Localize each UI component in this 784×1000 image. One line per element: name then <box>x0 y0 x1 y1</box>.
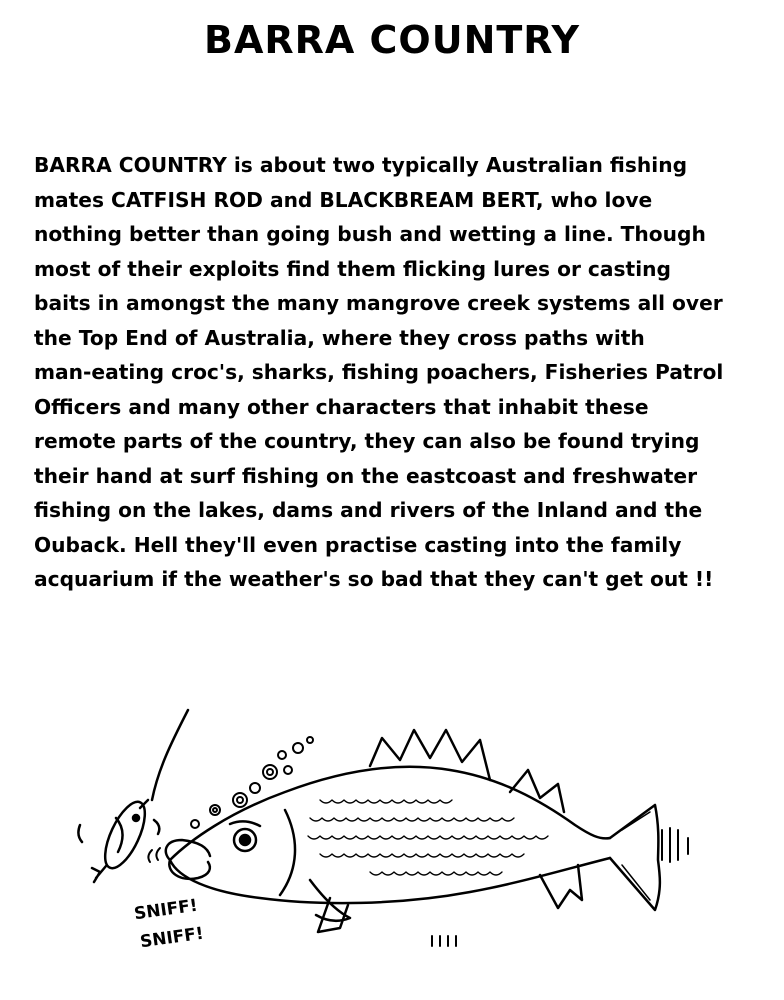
paragraph-line: the Top End of Australia, where they cross paths with <box>34 325 645 350</box>
paragraph-line: man-eating croc's, sharks, fishing poachers, Fisheries Patrol <box>34 360 724 384</box>
intro-paragraph <box>34 148 774 597</box>
paragraph-line: Ouback. Hell they'll even practise casting into the family <box>34 532 682 557</box>
paragraph-line: their hand at surf fishing on the eastcoast and freshwater <box>34 463 698 488</box>
paragraph-line: BARRA COUNTRY is about two typically Australian fishing <box>34 153 688 177</box>
paragraph-line: fishing on the lakes, dams and rivers of the Inland and the <box>34 498 703 522</box>
paragraph-line: acquarium if the weather's so bad that they can't get out !! <box>34 567 714 591</box>
paragraph-line: mates CATFISH ROD and BLACKBREAM BERT, who love <box>34 187 653 212</box>
barramundi-fish-icon <box>166 730 660 932</box>
paragraph-line: most of their exploits find them flicking lures or casting <box>34 256 671 281</box>
motion-lines <box>148 828 688 946</box>
bubbles-icon <box>191 737 313 828</box>
fishing-lure-icon <box>78 796 159 882</box>
paragraph-line: remote parts of the country, they can also be found trying <box>34 429 700 453</box>
sniff-caption: SNIFF! <box>132 895 199 925</box>
paragraph-line: baits in amongst the many mangrove creek systems all over <box>34 291 723 315</box>
paragraph-line: nothing better than going bush and wetting a line. Though <box>34 222 706 246</box>
fish-scales <box>308 800 548 875</box>
paragraph-line: Officers and many other characters that inhabit these <box>34 394 649 419</box>
fishing-line <box>152 710 188 800</box>
page-title: BARRA COUNTRY <box>203 18 580 62</box>
sniff-caption: SNIFF! <box>138 923 205 953</box>
